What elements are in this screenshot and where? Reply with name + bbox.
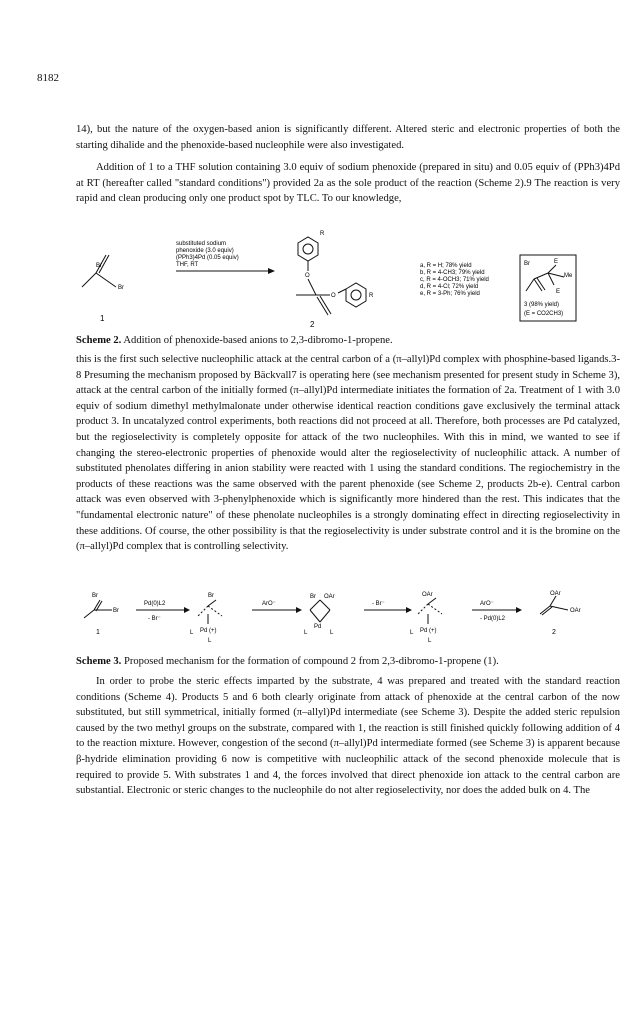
l-label: L [330,630,334,636]
compound-3-definition: (E = CO2CH3) [524,311,564,317]
caption-label: Scheme 2. [76,335,122,346]
br-label: Br [113,608,119,614]
compound-1-label: 1 [96,629,100,636]
pd-label: Pd [314,624,322,630]
paragraph-3: this is the first such selective nucleophilic attack at the central carbon of a (π–allyl)Pd complex with phosphine-based ligands.3-8 Presuming the mechanism proposed by Bäckvall7 is operating here (see mechanism presented for present study in Scheme 3), attack at the central carbon of the initially formed (π–allyl)Pd intermediate initiates the formation of 2a. Treatment of 1 with 3.0 equiv of sodium dimethyl methylmalonate under otherwise identical reaction conditions gave exclusively the terminal attack product 3. In uncatalyzed control experiments, both reactions did not proceed at all. Therefore, both processes are Pd catalyzed, but the regioselectivity is completely opposite for attack of the two nucleophiles. With this in mind, we wanted to see if changing the stereo-electronic properties of phenoxide would alter the regioselectivity of nucleophilic attack. A number of substituted phenolates differing in anion stability were reacted with 1 using the standard conditions. The regiochemistry in the products of these reactions was the same observed with the parent phenoxide (see Scheme 2, products 2b-e). Central carbon attack was even observed with 3-phenylphenoxide which is significantly more hindered than the rest. This indicates that the "fundamental electronic nature" of these phenolate nucleophiles is a strongly dominating effect in directing regioselectivity in these additions. Of course, the other possibility is that the regioselectivity is under substrate control and it is the bromine on the (π–allyl)Pd complex that is controlling selectivity. [76,354,620,553]
box-e-label: E [556,289,561,295]
paragraph-2-text: Addition of 1 to a THF solution containing 3.0 equiv of sodium phenoxide (prepared in situ) and 0.05 equiv of (PPh3)4Pd at RT (hereafter called "standard conditions") provided 2a as the sole product of the reaction (Scheme 2).9 The reaction is very rapid and clean producing only one product spot by TLC. To our knowledge, [76,162,620,205]
box-br-label: Br [524,261,530,267]
minus-br-label: - Br⁻ [372,601,385,607]
oar-label: OAr [422,592,433,598]
l-label: L [208,638,212,644]
aro-label: ArO⁻ [262,601,276,607]
page-number: 8182 [37,72,59,84]
caption-text: Proposed mechanism for the formation of compound 2 from 2,3-dibromo-1-propene (1). [123,656,499,667]
yield-line: b, R = 4-CH3; 79% yield [420,270,485,276]
arrowhead [184,607,190,613]
l-label: L [190,630,194,636]
arrowhead [516,607,522,613]
br-label: Br [208,593,214,599]
oar-label: OAr [570,608,581,614]
paragraph-1: 14), but the nature of the oxygen-based anion is significantly different. Altered steric and electronic properties of both the starting dihalide and the phenoxide-based nucleophile were also investigated. [76,124,620,151]
paragraph-4-text: In order to probe the steric effects imparted by the substrate, 4 was prepared and treated with the standard reaction conditions (Scheme 4). Products 5 and 6 both clearly originate from attack of phenoxide at the central carbon of the now substituted, but still symmetrical, initially formed (π–allyl)Pd intermediate (see Scheme 3). Despite the added steric repulsion caused by the two methyl groups on the substrate, compared with 1, the reaction is still finished quickly following addition of 4 to the reaction mixture. However, congestion of the second (π–allyl)Pd intermediate formed (see Scheme 3) is apparent because β-hydride elimination providing 6 now is competitive with nucleophilic attack of the second phenoxide molecule that is required to provide 5. With substrates 1 and 4, the forces involved that direct phenoxide ion attack to the central carbon are substantial. Electronic or steric changes to the nucleophile do not alter regioselectivity, nor does the added bulk on 4. The [76,676,620,797]
o-label: O [331,293,336,299]
compound-1-label: 1 [100,314,105,323]
box-me-label: Me [564,273,573,279]
reagent-line: THF, RT [176,262,199,268]
o-label: O [305,273,310,279]
oar-label: OAr [324,594,335,600]
compound-2-label: 2 [310,320,315,329]
l-label: L [410,630,414,636]
r-label: R [369,293,374,299]
reagent-line: phenoxide (3.0 equiv) [176,248,234,254]
reaction-arrowhead [268,268,275,274]
yield-line: e, R = 3-Ph; 76% yield [420,291,480,297]
reagent-line: (PPh3)4Pd (0.05 equiv) [176,255,239,261]
yield-line: d, R = 4-Cl; 72% yield [420,284,479,290]
br-label: Br [92,593,98,599]
l-label: L [428,638,432,644]
yield-line: a, R = H; 78% yield [420,263,472,269]
r-label: R [320,231,325,237]
box-e-label: E [554,259,559,265]
l-label: L [304,630,308,636]
compound-2-label: 2 [552,629,556,636]
compound-1-structure [82,255,116,287]
caption-text: Addition of phenoxide-based anions to 2,3-dibromo-1-propene. [123,335,393,346]
scheme-2-figure [76,215,620,335]
scheme-3-figure [76,588,620,652]
reagent-line: substituted sodium [176,241,227,247]
pd-plus-label: Pd (+) [420,628,437,634]
br-label: Br [96,263,102,269]
scheme-2-caption [76,333,620,349]
compound-3-structure [526,265,564,291]
oar-label: OAr [550,591,561,597]
pd-plus-label: Pd (+) [200,628,217,634]
br-label: Br [118,285,124,291]
paragraph-4 [76,674,620,799]
minus-pd0-label: - Pd(0)L2 [480,616,506,622]
pd0-label: Pd(0)L2 [144,601,166,607]
minus-br-label: - Br⁻ [148,616,161,622]
arrowhead [296,607,302,613]
scheme-3-caption [76,654,620,670]
aro-label: ArO⁻ [480,601,494,607]
br-label: Br [310,594,316,600]
paragraph-2 [76,160,620,207]
yield-line: c, R = 4-OCH3; 71% yield [420,277,489,283]
caption-label: Scheme 3. [76,656,122,667]
compound-3-yield: 3 (98% yield) [524,302,560,308]
arrowhead [406,607,412,613]
